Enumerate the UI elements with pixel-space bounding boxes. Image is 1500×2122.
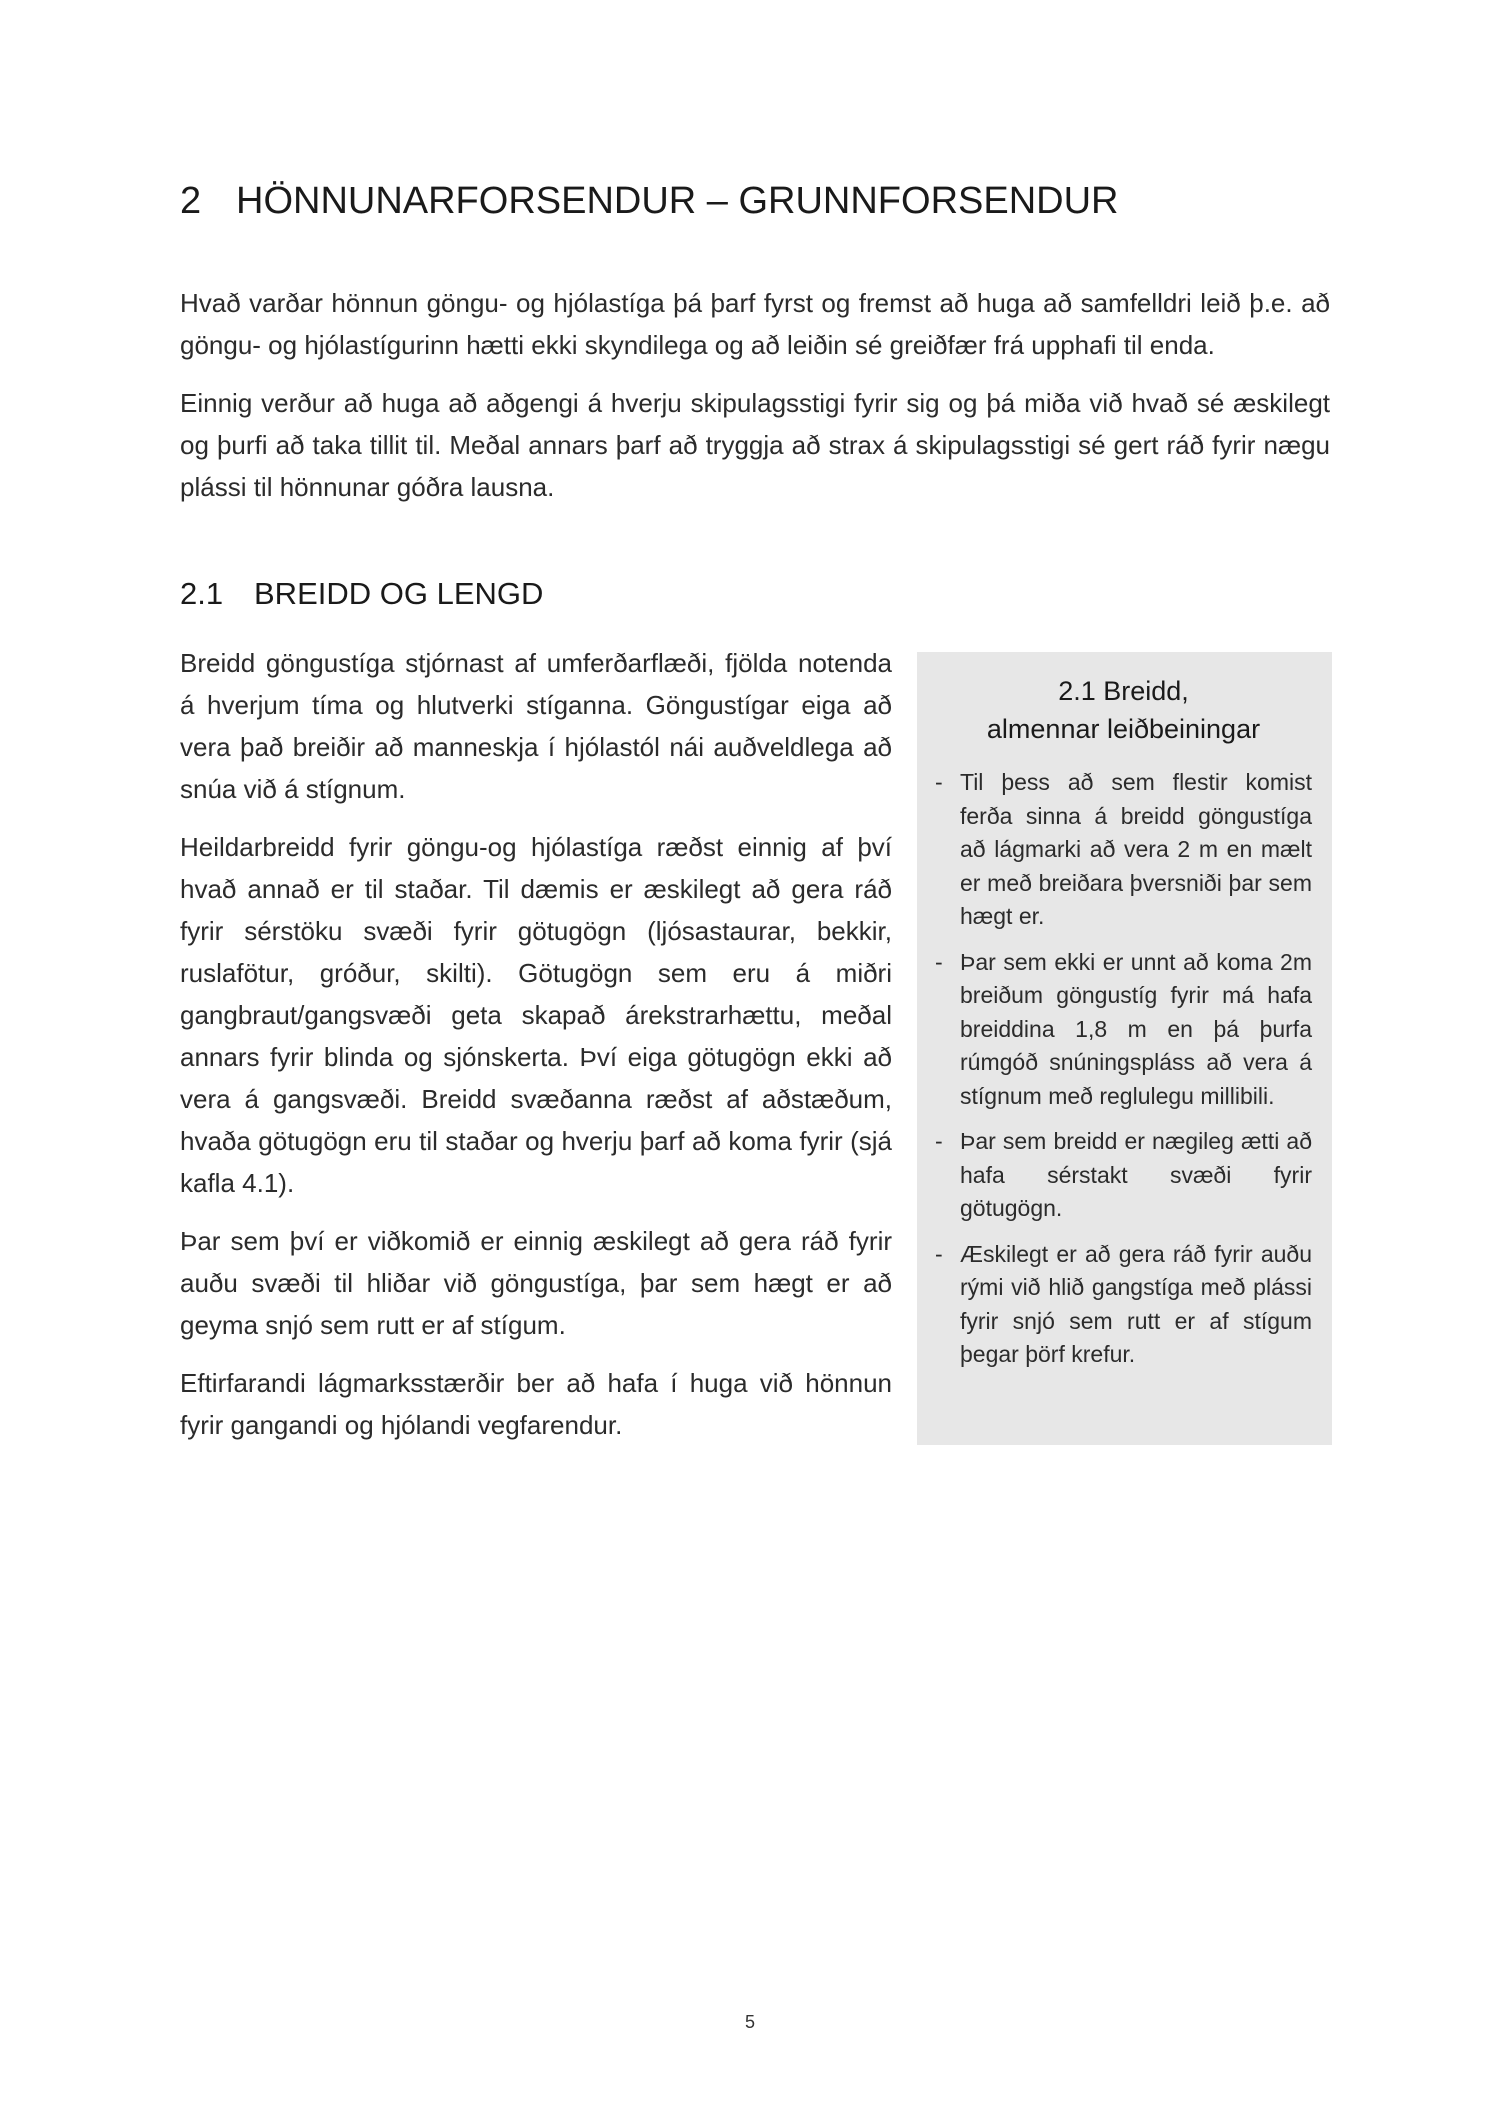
guideline-text: Æskilegt er að gera ráð fyrir auðu rými við hlið gangstíga með plássi fyrir snjó sem rutt er af stígum þegar þörf krefur.	[960, 1240, 1312, 1367]
intro-section	[180, 282, 1330, 524]
bullet-dash: -	[935, 769, 943, 795]
guideline-item	[935, 1125, 1312, 1226]
sidebox-title	[935, 672, 1312, 748]
section-title: BREIDD OG LENGD	[254, 576, 544, 611]
guidelines-sidebox	[917, 652, 1332, 1445]
body-paragraph: Þar sem því er viðkomið er einnig æskilegt að gera ráð fyrir auðu svæði til hliðar við göngustíga, þar sem hægt er að geyma snjó sem rutt er af stígum.	[180, 1226, 892, 1340]
page-number: 5	[744, 2012, 755, 2032]
chapter-heading	[180, 180, 1118, 223]
guideline-item	[935, 1238, 1312, 1372]
body-column	[180, 642, 892, 1462]
chapter-number: 2	[180, 180, 202, 222]
guideline-text: Þar sem ekki er unnt að koma 2m breiðum göngustíg fyrir má hafa breiddina 1,8 m en þá þurfa rúmgóð snúningspláss að vera á stígnum með reglulegu millibili.	[960, 948, 1312, 1109]
bullet-dash: -	[935, 1128, 943, 1154]
intro-paragraph: Einnig verður að huga að aðgengi á hverju skipulagsstigi fyrir sig og þá miða við hvað sé æskilegt og þurfi að taka tillit til. Meðal annars þarf að tryggja að strax á skipulagsstigi sé gert ráð fyrir nægu plássi til hönnunar góðra lausna.	[180, 388, 1330, 502]
bullet-dash: -	[935, 948, 943, 975]
guideline-item	[935, 766, 1312, 934]
guidelines-list	[935, 766, 1312, 1372]
guideline-text: Þar sem breidd er nægileg ætti að hafa sérstakt svæði fyrir götugögn.	[960, 1128, 1312, 1221]
sidebox-title-line: 2.1 Breidd,	[1058, 676, 1189, 706]
body-paragraph: Breidd göngustíga stjórnast af umferðarflæði, fjölda notenda á hverjum tíma og hlutverki stíganna. Göngustígar eiga að vera það breiðir að manneskja í hjólastól nái auðveldlega að snúa við á stígnum.	[180, 648, 892, 804]
body-paragraph: Eftirfarandi lágmarksstærðir ber að hafa í huga við hönnun fyrir gangandi og hjólandi vegfarendur.	[180, 1368, 892, 1440]
body-paragraph: Heildarbreidd fyrir göngu-og hjólastíga ræðst einnig af því hvað annað er til staðar. Til dæmis er æskilegt að gera ráð fyrir sérstöku svæði fyrir götugögn (ljósastaurar, bekkir, ruslafötur, gróður, skilti). Götugögn sem eru á miðri gangbraut/gangsvæði geta skapað árekstrarhættu, meðal annars fyrir blinda og sjónskerta. Því eiga götugögn ekki að vera á gangsvæði. Breidd svæðanna ræðst af aðstæðum, hvaða götugögn eru til staðar og hverju þarf að koma fyrir (sjá kafla 4.1).	[180, 832, 892, 1198]
intro-paragraph: Hvað varðar hönnun göngu- og hjólastíga þá þarf fyrst og fremst að huga að samfelldri leið þ.e. að göngu- og hjólastígurinn hætti ekki skyndilega og að leiðin sé greiðfær frá upphafi til enda.	[180, 288, 1330, 360]
section-heading	[180, 576, 543, 612]
guideline-text: Til þess að sem flestir komist ferða sinna á breidd göngustíga að lágmarki að vera 2 m en mælt er með breiðara þversniði þar sem hægt er.	[960, 769, 1312, 929]
section-number: 2.1	[180, 576, 224, 611]
sidebox-title-line: almennar leiðbeiningar	[986, 714, 1261, 744]
chapter-title: HÖNNUNARFORSENDUR – GRUNNFORSENDUR	[236, 180, 1119, 222]
bullet-dash: -	[935, 1240, 943, 1267]
guideline-item	[935, 946, 1312, 1114]
